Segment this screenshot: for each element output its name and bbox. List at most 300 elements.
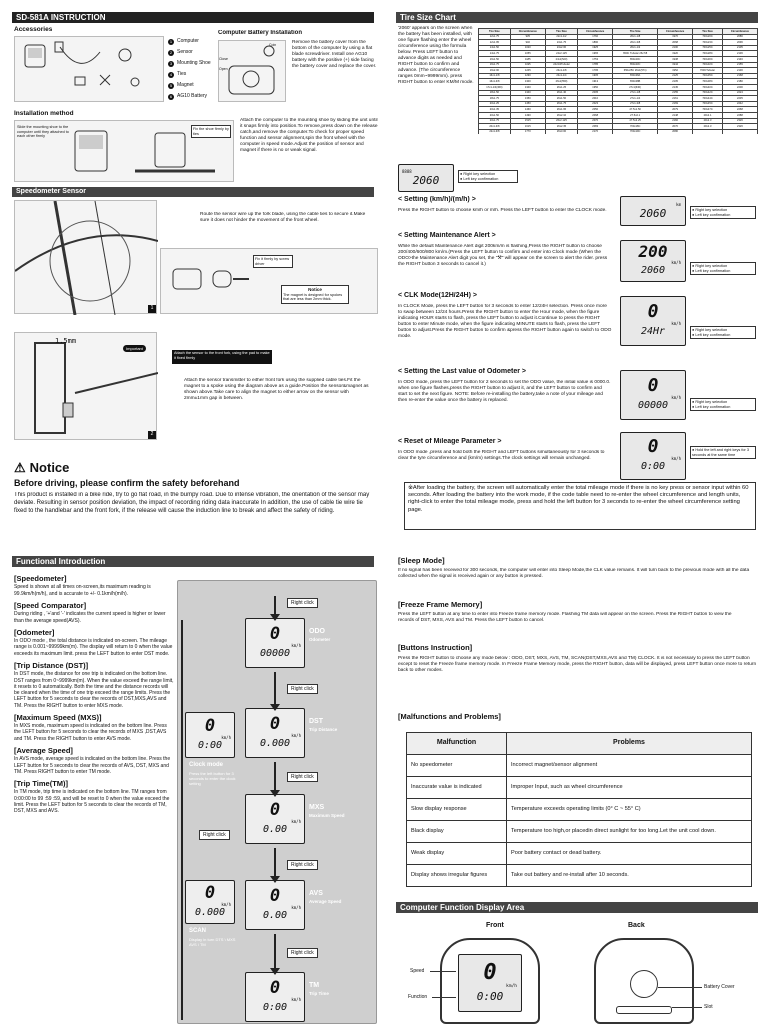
table-cell: 2326 (722, 118, 757, 124)
mode-name: MXS (309, 804, 325, 811)
kmh-legend (690, 206, 756, 219)
table-cell: 1795 (578, 68, 613, 74)
table-cell: 20x1.35 (479, 107, 511, 113)
table-cell: 26x1-3/8 (613, 40, 658, 46)
table-cell: 12x1.95 (479, 40, 511, 46)
table-cell: 1950 (578, 84, 613, 90)
problem-cell: Improper Input, such as wheel circumference (507, 777, 752, 799)
clk-text: In CLOCK Mode, press the LEFT button for 3 seconds to enter 12/24H selection. Press once more to swap between 12/24 hours.Press the RIGHT button to enter the Hour mode, when the figure indicating HOUR starts to flash, press the LEFT button to adjust it.Continue to press the RIGHT button to enter Minute mode, when the figure indicating MINUTE starts to flash, press the LEFT button to adjust.Press the RIGHT button to confirm &press the RIGHT button again to switch to ODO mode. (398, 304, 612, 339)
notice-headline: Before driving, please confirm the safety beforehand (14, 478, 240, 488)
table-cell: 29x2.3 (693, 118, 723, 124)
table-cell: 650x38B (613, 79, 658, 85)
accessory-item: 4 Ties (169, 71, 187, 78)
table-cell: 700x18C (613, 124, 658, 130)
table-cell: 940 (510, 40, 545, 46)
table-cell: 2170 (578, 129, 613, 134)
problem-cell: Problems (507, 733, 752, 755)
table-cell: 1300 (510, 79, 545, 85)
lcd-unit: km/h (291, 996, 301, 1002)
mode-subtitle: Maximum Speed (309, 813, 345, 818)
table-cell: 1925 (578, 45, 613, 51)
important-badge: Important (123, 345, 146, 352)
accessory-item: 6 AG10 Battery (169, 93, 208, 100)
display-area-title: Computer Function Display Area (396, 902, 758, 913)
lcd-big: 0 (269, 799, 281, 820)
lcd-value: 00000 (259, 647, 291, 659)
table-cell: 2079 (658, 107, 693, 113)
mode-lcd (245, 618, 305, 668)
right-click-label[interactable]: Right click (287, 772, 318, 782)
installation-note-2: Fix the shoe firmly by ties (191, 125, 231, 138)
accessory-item: 5 Magnet (169, 82, 194, 89)
table-cell: 650x20C (613, 56, 658, 62)
notice-text: This product is installed in a bike ride, try to go flat road, in the bumpy road. Due to intense vibration, the orientation of the sensor may deviate. Resulting in sensor position deviation, the impact of recording riding data inaccurate In addition, the use of cable tie wire tie fixed to the handlebar and the front fork, if the release will cause the induction line to break and affect the safety of riding. (14, 492, 370, 514)
malfunction-cell: Weak display (407, 843, 507, 865)
lcd-big: 0 (269, 623, 281, 644)
freeze-title: [Freeze Frame Memory] (398, 600, 483, 609)
mode-lcd (245, 708, 305, 758)
table-cell: 1770 (510, 129, 545, 134)
table-cell: 935 (510, 34, 545, 40)
table-cell: 26x1.25 (545, 84, 577, 90)
table-cell: 27.5x2.25 (613, 118, 658, 124)
table-cell: 16x1-1/8 (479, 73, 511, 79)
flow-line (181, 620, 183, 1020)
table-cell: 17x1-1/4(369) (479, 84, 511, 90)
table-cell: 650x25C 26x1(571) (613, 68, 658, 74)
kmh-lcd (620, 196, 686, 226)
table-cell: 26x2.125 (545, 118, 577, 124)
scan-text: Display in turn DTS \ MXS AVS \ TM (189, 937, 236, 947)
lcd-value: 0:00 (262, 1001, 288, 1013)
device-front (440, 938, 540, 1024)
sleep-mode-text: If no signal has been received for 300 seconds, the computer will enter into Sleep Mode,the CLK value remains. It will turn back to the previous mode with all the data collected when the signal is received again or any button is pressed. (398, 568, 750, 579)
table-cell: 24x1-1/4 (545, 73, 577, 79)
arrow-down-icon (270, 876, 280, 883)
mode-subtitle: Average Speed (309, 899, 342, 904)
step-number: 2 (148, 431, 156, 439)
table-cell: Circumference (722, 29, 757, 35)
table-cell: 16x1-3/8 (479, 79, 511, 85)
bike-fork-drawing (15, 201, 158, 315)
function-section-title: [Odometer] (14, 627, 55, 637)
sensor-illustration-2 (160, 248, 378, 314)
slot-icon (616, 1006, 672, 1014)
maintenance-text: While the default Maintenance Alert digit 200km/m is flashing,Press the RIGHT button to choose 200/400/600/800 km/m.(Press the LEFT button to confirm and enter into Clock mode (When the ODO>the Maintenance Alert digit you set, the "⚒" will appear on the screen to alert the rider. press the RIGHT button 3 seconds to cancel it.) (398, 244, 608, 267)
function-section-title: [Maximum Speed (MXS)] (14, 712, 102, 722)
lcd-unit: km/h (291, 818, 301, 824)
battery-text: Remove the battery cover from the bottom of the computer by using a flat blade screwdriver. Install one AG10 battery with the positive (+) side facing the battery cover and replace the cover. (292, 40, 377, 69)
tire-chart-title: Tire Size Chart (396, 12, 758, 23)
lcd-value: 0:00 (197, 739, 223, 751)
maintenance-lcd (620, 240, 686, 282)
buttons-text: Press the RIGHT button to choose any mode below : ODO, DST, MXS, AVS, TM, SCAN(DST,MXS,AVS and TM) CLOCK. It is not necessary to press the LEFT button except to reset the Freeze frame memory mode. In Freeze Frame Memory mode, press the RIGHT button, data will be displayed, press LEFT button once more to return back to other modes. (398, 656, 757, 673)
table-cell: 1615 (510, 124, 545, 130)
mode-subtitle: Trip Distance (309, 727, 338, 732)
table-cell: 1938 (658, 56, 693, 62)
functional-title: Functional Introduction (12, 556, 374, 567)
lcd-big: 0 (647, 301, 659, 323)
table-cell: Circumference (510, 29, 545, 35)
table-cell: Tire Size (693, 29, 723, 35)
number-icon: 6 (169, 93, 173, 99)
table-cell: 2200 (722, 84, 757, 90)
table-cell: 700x28C (693, 51, 723, 57)
table-cell: 2105 (722, 45, 757, 51)
legend-item: ● Left key confirmation (692, 404, 731, 409)
table-cell: 700x42C (693, 90, 723, 96)
legend-item: ● Left key confirmation (692, 268, 731, 273)
accessories-illustration (14, 36, 164, 102)
number-icon: 4 (169, 71, 173, 77)
lcd-unit: km/h (291, 904, 301, 910)
clock-mode-title: Clock mode (189, 762, 224, 768)
fix-label: Fix it firmly by screw driver (253, 255, 293, 268)
number-icon: 1 (169, 38, 173, 44)
lcd-unit: km/h (291, 732, 301, 738)
table-cell: 2050 (578, 107, 613, 113)
lcd-unit: km (676, 201, 681, 207)
sleep-mode-title: [Sleep Mode] (398, 556, 445, 565)
accessories-list (168, 36, 216, 106)
mode-lcd (185, 712, 235, 758)
odometer-set-title: < Setting the Last value of Odometer > (398, 368, 526, 375)
sensor-text-1: Route the sensor wire up the fork blade, using the cable ties to secure it.Make sure it does not hinder the movement of the front wheel. (200, 212, 366, 223)
lcd-big: 0 (647, 375, 659, 397)
table-cell: 700x47C (693, 107, 723, 113)
front-lcd (458, 954, 522, 1012)
speed-label: Speed (410, 968, 425, 974)
lcd-unit: km/h (221, 734, 231, 740)
table-row (407, 821, 752, 843)
table-cell: 1340 (510, 90, 545, 96)
lcd-value: 2060 (639, 206, 667, 220)
table-cell: 2169 (658, 101, 693, 107)
table-cell (693, 129, 723, 134)
problem-cell: Poor battery contact or dead battery. (507, 843, 752, 865)
function-section-text: In AVS mode, average speed is indicated on the bottom line. Press the LEFT button for 5 seconds to clear the records of AVS, DST, MXS and TM. Press RIGHT button to enter TM mode. (14, 756, 171, 775)
table-cell: 1055 (510, 51, 545, 57)
lcd-unit: km/h (671, 260, 681, 266)
right-click-label[interactable]: Right click (287, 684, 318, 694)
table-cell: 20x1.75 (479, 118, 511, 124)
battery-cover-label: Battery Cover (704, 984, 735, 990)
table-cell: 2155 (658, 90, 693, 96)
legend-item: ● Right key selection (692, 400, 728, 404)
table-cell: 2155 (722, 62, 757, 68)
table-cell: 700x20C (693, 34, 723, 40)
table-cell: 2105 (658, 79, 693, 85)
table-row (407, 843, 752, 865)
battery-cover-pointer (658, 987, 702, 988)
open-label: Open (219, 67, 228, 71)
table-cell: 2068 (658, 40, 693, 46)
accessories-title: Accessories (14, 26, 53, 33)
table-cell: 24x3/4Tubular (545, 62, 577, 68)
table-cell: 24x1.75 (545, 40, 577, 46)
accessory-item: 1 Computer (169, 38, 199, 45)
tire-lcd (398, 164, 454, 192)
table-cell: 1290 (510, 73, 545, 79)
tire-legend (458, 170, 518, 183)
legend-item: ● Left key confirmation (460, 176, 499, 181)
mode-lcd (185, 880, 235, 924)
installation-illustration (14, 120, 234, 182)
reset-lcd (620, 432, 686, 480)
table-cell: 1920 (658, 51, 693, 57)
mode-lcd (245, 880, 305, 930)
function-section-text: In TM mode, trip time is indicated on the bottom line. TM ranges from 0:00:00 to 99 :59 :59, and will be reset to 0 when the value exceed the limit. Press the LEFT button for 5 seconds to clear the records of TM, DST, MXS and AVS. (14, 789, 170, 815)
flow-line (274, 848, 276, 876)
arrow-down-icon (270, 704, 280, 711)
table-cell: 650x38A (613, 73, 658, 79)
table-cell: 24x1(520) (545, 56, 577, 62)
function-section-title: [Average Speed] (14, 745, 73, 755)
legend-item: ● Right key selection (460, 172, 496, 176)
table-cell: 1970 (658, 34, 693, 40)
table-cell: 1340 (510, 84, 545, 90)
table-cell: 16x2.00 (479, 68, 511, 74)
reset-text: In ODO mode ,press and hold both the RIGHT and LEFT buttons simultaneously for 3 seconds to clear the tyre circumference and (km/m) settings.The clock settings will remain unchanged. (398, 450, 605, 461)
lcd-big: 0 (269, 713, 281, 734)
table-cell: 27.5x2.1 (613, 112, 658, 118)
lcd-big: 0 (269, 977, 281, 998)
lcd-unit: km/h (221, 901, 231, 907)
table-row (407, 865, 752, 887)
installation-title: Installation method (14, 110, 74, 117)
accessory-item: 3 Mounting Shoe (169, 60, 211, 67)
problem-cell: Incorrect magnet/sensor alignment (507, 755, 752, 777)
table-cell: 16x1.50 (479, 56, 511, 62)
accessories-drawing (15, 37, 165, 103)
legend-item: ● Hold the left and right keys for 3 seconds at the same time (692, 448, 749, 457)
notice-title: ⚠ Notice (14, 460, 70, 475)
lcd-big: 0 (204, 882, 216, 903)
table-cell: 700x45C (693, 101, 723, 107)
battery-cover-icon (630, 970, 658, 998)
warning-icon: ⚠ (14, 460, 26, 475)
lcd-value: 0:00 (640, 461, 666, 473)
arrow-down-icon (270, 614, 280, 621)
legend-item: ● Left key confirmation (692, 212, 731, 217)
close-label: Close (219, 57, 228, 61)
table-cell: 1450 (510, 101, 545, 107)
table-cell: 2326 (722, 124, 757, 130)
sensor-text-2: Attach the sensor transmitter to either front fork using the supplied cable ties.Fit the magnet to a spoke using the diagram above as a guide.Position the sensor&magnet as shown above.Take care to align the magnet to either arrow on the sensor with 2mm±1mm gap in between. (184, 378, 369, 401)
magnet-notice-box (281, 285, 349, 304)
slot-label: Slot (704, 1004, 713, 1010)
clk-legend (690, 326, 756, 339)
table-cell: 29x2.3 (693, 124, 723, 130)
functional-sections (14, 570, 174, 1022)
table-cell: 2145 (658, 84, 693, 90)
reset-title: < Reset of Mileage Parameter > (398, 438, 502, 445)
table-cell: 27x1-3/8 (613, 101, 658, 107)
speed-pointer (430, 971, 456, 972)
lcd-unit: km/h (671, 395, 681, 401)
table-cell: 1245 (510, 68, 545, 74)
table-cell: 2148 (658, 112, 693, 118)
lcd-value: 0.00 (262, 823, 288, 835)
table-row (407, 799, 752, 821)
table-cell: 26x1.50 (545, 96, 577, 102)
battery-drawing (219, 41, 287, 103)
table-cell: 27x1(630) (613, 84, 658, 90)
function-pointer (432, 997, 456, 998)
clk-lcd (620, 296, 686, 346)
table-cell: 2070 (578, 118, 613, 124)
accessory-item: 2 Sensor (169, 49, 193, 56)
table-cell: 26x1.95 (545, 107, 577, 113)
table-cell: 22x1-3/8 (479, 129, 511, 134)
mode-subtitle: Trip Time (309, 991, 329, 996)
table-cell: 2100 (658, 45, 693, 51)
table-cell: 2083 (578, 124, 613, 130)
table-cell: 1020 (510, 45, 545, 51)
lcd-circumference: 2060 (412, 173, 440, 187)
table-cell: 1952 (658, 68, 693, 74)
table-cell: 700x25C (693, 45, 723, 51)
table-cell: 700x38C (693, 79, 723, 85)
table-cell: 20x1-3/8 (479, 124, 511, 130)
table-cell: 1760 (578, 34, 613, 40)
table-cell: 1185 (510, 56, 545, 62)
table-row (407, 777, 752, 799)
problem-cell: Take out battery and re-install after 10 seconds. (507, 865, 752, 887)
table-cell: 1460 (510, 107, 545, 113)
malfunction-cell: Black display (407, 821, 507, 843)
setting-kmh-text: Press the RIGHT button to choose km/h or m/h. Press the LEFT button to enter the CLOCK mode. (398, 208, 607, 213)
device-back (594, 938, 694, 1024)
mode-flow (177, 580, 377, 1024)
table-cell: 1490 (510, 112, 545, 118)
function-section-text: In ODO mode , the total distance is indicated on-screen. The mileage range is 0.001~99999km(m). The display will return to 0 when the value exceeds its maximum limit. press the LEFT button to enter DST mode. (14, 638, 173, 657)
function-section-title: [Trip Time(TM)] (14, 779, 69, 788)
legend-item: ● Left key confirmation (692, 332, 731, 337)
mode-subtitle: Odometer (309, 637, 331, 642)
table-cell: 2125 (658, 73, 693, 79)
odometer-legend (690, 398, 756, 411)
table-cell: 14x1.50 (479, 45, 511, 51)
odometer-set-text: In ODO mode, press the LEFT button for 2 seconds to set the ODO value, the initial value is 0000.0. when one figure flashes,press the RIGHT button to adjust it, and the LEFT button to confirm and start to set the next figure. NOTE: Before re-installing the battery,take a note of your mileage and then re-enter the value once the battery is replaced. (398, 380, 611, 403)
lcd-value: 00000 (637, 400, 669, 412)
sensor-illustration-3 (14, 332, 157, 440)
right-click-label[interactable]: Right click (287, 860, 318, 870)
lcd-value: 0:00 (476, 989, 504, 1003)
lcd-value: 24Hr (640, 326, 666, 338)
table-cell: 1350 (510, 96, 545, 102)
table-cell: 26x2.10 (545, 112, 577, 118)
slot-pointer (672, 1007, 702, 1008)
number-icon: 2 (169, 49, 173, 55)
mode-lcd (245, 972, 305, 1022)
lcd-value: 2060 (640, 265, 666, 277)
problem-cell: Temperature too high,or placedin direct sunlight for too long.Let the unit cool down. (507, 821, 752, 843)
table-cell: 2235 (722, 96, 757, 102)
table-cell: 700x40C (693, 84, 723, 90)
table-cell: 1195 (510, 62, 545, 68)
reset-legend (690, 446, 756, 459)
lcd-top-digits: 8888 (402, 168, 412, 174)
function-section-text: In MXS mode, maximum speed is indicated on the bottom line. Press the LEFT button for 5 seconds to clear the records of MXS ,DST,AVS and TM. Press the RIGHT button to enter AVS mode. (14, 723, 167, 742)
malfunction-cell: Slow display response (407, 799, 507, 821)
mode-name: TM (309, 982, 320, 989)
table-cell: 27.5x1.50 (613, 107, 658, 113)
magnet-notice-text: The magnet is designed for spokes that are less than 2mm thick. (283, 292, 343, 302)
coin-label: Coin (269, 43, 277, 47)
table-cell: 700x32C (693, 62, 723, 68)
function-section-text: Speed is shown at all times on-screen,its maximum reading is 99.9km/h(m/h), and is accurate to +/- 0.1km/h(m/h). (14, 584, 151, 597)
table-cell: 26x2.35 (545, 124, 577, 130)
table-cell: Tire Size (613, 29, 658, 35)
table-cell: 700x23C (693, 40, 723, 46)
table-cell: 700x44C (693, 96, 723, 102)
battery-title: Computer Battery Installation (218, 30, 303, 36)
malfunction-cell: No speedometer (407, 755, 507, 777)
back-label: Back (628, 922, 645, 929)
number-icon: 5 (169, 82, 173, 88)
table-cell: 2242 (722, 101, 757, 107)
table-cell: 16x1.75 (479, 62, 511, 68)
table-cell: 24x2.00 (545, 45, 577, 51)
odometer-lcd (620, 370, 686, 420)
table-cell: 2070 (658, 124, 693, 130)
table-cell: 26x1.75 (545, 101, 577, 107)
lcd-big: 0 (483, 960, 497, 986)
table-cell: Circumference (658, 29, 693, 35)
table-cell: 18x1.50 (479, 90, 511, 96)
legend-item: ● Right key selection (692, 264, 728, 268)
page-title: SD-581A INSTRUCTION (12, 12, 374, 23)
legend-item: ● Right key selection (692, 208, 728, 212)
function-section-title: [Speed Comparator] (14, 600, 87, 610)
table-cell: 22x1-1/2 (545, 34, 577, 40)
freeze-text: Press the LEFT button at any time to enter into Freeze frame memory mode. Flashing TM data will appear on the screen. Press the RIGHT button to view the records of DST, MXS, AVS and TM. Press the LEFT button to cancel. (398, 612, 732, 623)
function-section-title: [Speedometer] (14, 574, 67, 583)
function-section-text: During riding , '+'and '-' indicates the current speed is higher or lower than the average speed(AVS). (14, 611, 166, 624)
table-cell: 2086 (722, 34, 757, 40)
installation-text: Attach the computer to the mounting shoe by sliding the unit until it snaps firmly into position.To remove,press down on the release catch,and remove the computer.To check for proper speed function and sensor alignment,spin the front wheel with the computer in speed mode.Adjust the position of sensor and magnet if there is no or weak signal. (240, 118, 378, 153)
table-cell: 29x2.1 (693, 112, 723, 118)
malfunctions-table (406, 732, 752, 887)
installation-note-1: Slide the mounting shoe to the computer until they attached to each other firmly (17, 125, 69, 139)
flow-line (274, 762, 276, 790)
right-click-label[interactable]: Right click (287, 948, 318, 958)
lcd-unit: km/h (671, 456, 681, 462)
table-cell: 27x1-1/4 (613, 96, 658, 102)
tire-size-table (478, 28, 758, 134)
function-label: Function (408, 994, 428, 1000)
table-cell: 2161 (658, 96, 693, 102)
step-number: 1 (148, 305, 156, 313)
magnet-notice-title: Notice (308, 287, 322, 292)
setting-kmh-title: < Setting (km/h)/(m/h) > (398, 196, 476, 203)
lcd-unit: km/h (671, 321, 681, 327)
table-cell: Circumference (578, 29, 613, 35)
maintenance-legend (690, 262, 756, 275)
arrow-down-icon (270, 968, 280, 975)
clk-title: < CLK Mode(12H/24H) > (398, 292, 477, 299)
right-click-label[interactable]: Right click (287, 598, 318, 608)
table-cell (722, 129, 757, 134)
right-click-label[interactable]: Right click (199, 830, 230, 840)
table-cell: 1785 (578, 62, 613, 68)
table-row (407, 755, 752, 777)
speedometer-sensor-title: Speedometer Sensor (12, 187, 374, 197)
table-cell: 26x1.40 (545, 90, 577, 96)
buttons-title: [Buttons Instruction] (398, 643, 473, 652)
front-label: Front (486, 922, 504, 929)
